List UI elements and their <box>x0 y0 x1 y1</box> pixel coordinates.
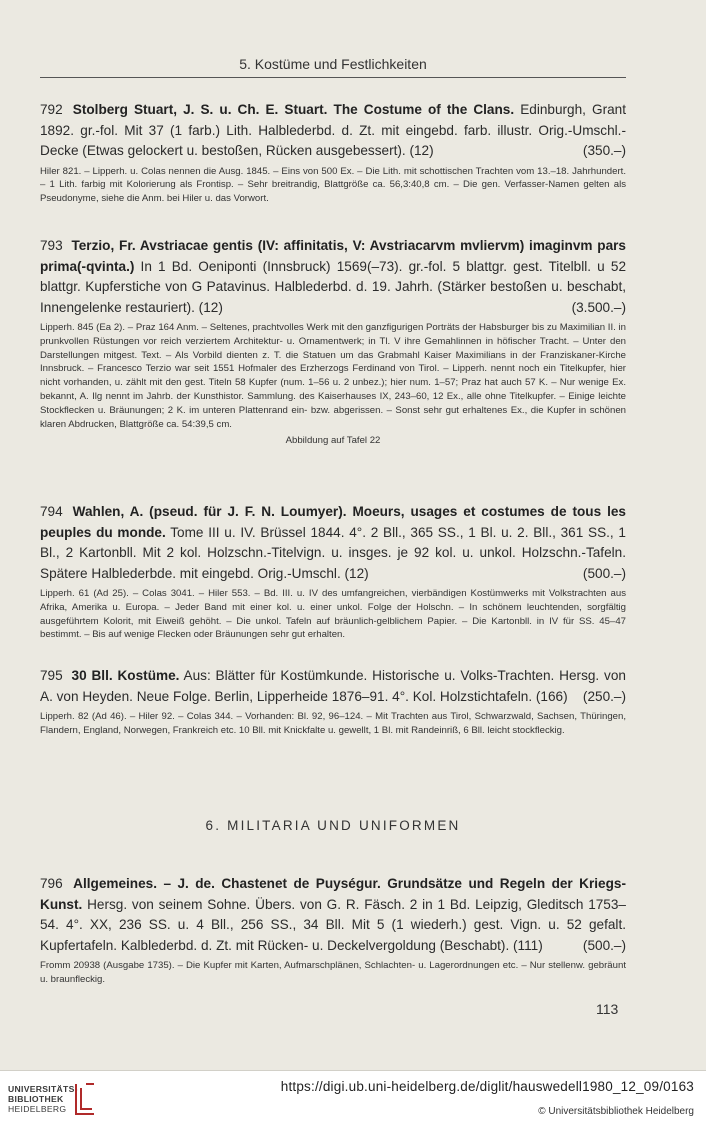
entry-description: In 1 Bd. Oeniponti (Innsbruck) 1569(–73). gr.-fol. 5 blattgr. gest. Titelbll. u 52 blattgr. Kupferstiche von G Patavinus. Halblederbd. d. 19. Jahrh. (Stärker bestoßen u. beschabt, Innengelenke restauriert). (12) <box>40 258 627 315</box>
catalog-entry-794 <box>40 502 626 642</box>
entry-main <box>40 100 626 162</box>
catalog-entry-795 <box>40 666 626 738</box>
entry-note: Lipperh. 845 (Ea 2). – Praz 164 Anm. – Seltenes, prachtvolles Werk mit den ganzfigurigen Porträts der Habsburger bis zu Maximilian II. in prunkvollen Rüstungen vor reich verziertem Architektur- u. Ornamentwerk; in Tl. V ihre Gemahlinnen in höfischer Tracht. – Unter den Darstellungen mitgest. Text. – Als Vorbild dienten z. T. die Statuen um das Grabmahl Kaiser Maximilians in der Franziskaner-Kirche Innsbruck. – Francesco Terzio war seit 1551 Hofmaler des Erzherzogs Ferdinand von Tirol. – Lipperh. nennt noch ein Titelkupfer, hier nicht vorhanden, u. zählt mit den gest. Titeln 58 Kupfer (num. 1–56 u. 2 unbez.); hier num. 1–57; Praz hat auch 57 K. – Nur wenige Ex. bekannt, A. Ilg nennt im Jahrb. der Kunsthistor. Sammlung. des Kaiserhauses IX, 243–60, 12 Ex., alle ohne Titelkupfer. – Einige leichte Stockflecken u. Bräunungen; 2 K. im unteren Plattenrand ein- bzw. abgerissen. – Sonst sehr gut erhaltenes Ex., die Kupfer in schönen klaren Abdrucken, Blattgröße ca. 54:39,5 cm. <box>40 322 626 430</box>
entry-price: (500.–) <box>582 565 626 581</box>
library-logo[interactable] <box>8 1084 78 1114</box>
copyright-notice: © Universitätsbibliothek Heidelberg <box>538 1106 694 1117</box>
library-footer <box>0 1071 706 1128</box>
header-rule <box>40 77 626 78</box>
entry-price: (250.–) <box>582 688 626 704</box>
entry-title: Wahlen, A. (pseud. für J. F. N. Loumyer). Moeurs, usages et costumes de tous les peuples du monde. <box>40 504 626 540</box>
entry-main <box>40 666 626 707</box>
library-logo-mark-icon <box>72 1082 98 1116</box>
entry-description: Aus: Blätter für Kostümkunde. Historische u. Volks-Trachten. Hersg. von A. von Heyden. Neue Folge. Berlin, Lipperheide 1876–91. 4°. Kol. Holzstichtafeln. (166) <box>40 668 626 704</box>
entry-note: Lipperh. 61 (Ad 25). – Colas 3041. – Hiler 553. – Bd. III. u. IV des umfangreichen, vierbändigen Kostümwerks mit Volkstrachten aus Afrika, Amerika u. Europa. – Jeder Band mit einer kol. u. einer unkol. Folge der Holschn. – In schönem leuchtenden, sorgfältig ausgeführtem Kolorit, mit Eiweiß gehöht. – Die unkol. Tafeln auf bräunlich-gelblichem Papier. – Die Kartonbll. in IV für SS. 45–47 bestimmt. – Bis auf wenige Flecken oder Bräunungen sehr gut erhalten. <box>40 588 626 641</box>
entry-main <box>40 874 626 956</box>
entry-description: Hersg. von seinem Sohne. Übers. von G. R. Fäsch. 2 in 1 Bd. Leipzig, Gleditsch 1753–54. 4°. XX, 236 SS. u. 4 Bll., 256 SS., 34 Bll. Mit 5 (1 wiederh.) gest. Vign. u. 52 gefalt. Kupfertafeln. Kalblederbd. d. Zt. mit Rücken- u. Deckelvergoldung (Beschabt). (111) <box>40 896 626 953</box>
entry-note: Fromm 20938 (Ausgabe 1735). – Die Kupfer mit Karten, Aufmarschplänen, Schlachten- u. Lagerordnungen etc. – Nur stellenw. gebräunt u. braunfleckig. <box>40 960 626 985</box>
figure-reference: Abbildung auf Tafel 22 <box>285 435 381 447</box>
entry-price: (500.–) <box>582 937 626 953</box>
section-heading: 6. MILITARIA UND UNIFORMEN <box>205 818 461 833</box>
entry-number: 793 <box>40 238 63 253</box>
logo-line: UNIVERSITÄTS- <box>8 1084 78 1094</box>
entry-number: 794 <box>40 504 63 519</box>
entry-price: (350.–) <box>582 143 626 158</box>
entry-description: Edinburgh, Grant 1892. gr.-fol. Mit 37 (1 farb.) Lith. Halblederbd. d. Zt. mit eingebd. farb. illustr. Orig.-Umschl.-Decke (Etwas gelockert u. bestoßen, Rücken ausgebessert). (12) <box>40 102 627 158</box>
catalog-entry-793 <box>40 236 626 446</box>
running-head: 5. Kostüme und Festlichkeiten <box>239 56 427 72</box>
entry-description: Tome III u. IV. Brüssel 1844. 4°. 2 Bll., 365 SS., 1 Bl. u. 2. Bll., 361 SS., 1 Bl., 2 Kartonbll. Mit 2 kol. Holzschn.-Titelvign. u. insges. je 92 kol. u. unkol. Holzschn.-Tafeln. Spätere Halblederbde. mit eingebd. Orig.-Umschl. (12) <box>40 524 626 581</box>
entry-price: (3.500.–) <box>571 299 626 315</box>
entry-main <box>40 502 626 584</box>
logo-line: BIBLIOTHEK <box>8 1094 64 1104</box>
entry-title: 30 Bll. Kostüme. <box>71 668 180 683</box>
entry-note: Lipperh. 82 (Ad 46). – Hiler 92. – Colas 344. – Vorhanden: Bl. 92, 96–124. – Mit Trachten aus Tirol, Schwarzwald, Sachsen, Thüringen, Flandern, England, Norwegen, Frankreich etc. 10 Bll. mit Knickfalte u. gewellt, 1 Bl. mit Randeinriß, 6 Bll. leicht stockfleckig. <box>40 711 626 736</box>
entry-number: 795 <box>40 668 63 683</box>
permalink-url[interactable]: https://digi.ub.uni-heidelberg.de/diglit/hauswedell1980_12_09/0163 <box>280 1079 694 1094</box>
entry-title: Terzio, Fr. Avstriacae gentis (IV: affinitatis, V: Avstriacarvm mvliervm) imaginvm pars prima(-qvinta.) <box>40 238 626 274</box>
logo-line: HEIDELBERG <box>8 1104 67 1114</box>
entry-main <box>40 236 626 318</box>
entry-number: 792 <box>40 102 63 117</box>
catalog-entry-796 <box>40 874 626 987</box>
entry-number: 796 <box>40 876 63 891</box>
page-number: 113 <box>596 1001 619 1017</box>
entry-title: Stolberg Stuart, J. S. u. Ch. E. Stuart. The Costume of the Clans. <box>72 102 515 117</box>
entry-title: Allgemeines. – J. de. Chastenet de Puységur. Grundsätze und Regeln der Kriegs-Kunst. <box>40 876 627 912</box>
catalog-entry-792 <box>40 100 626 206</box>
entry-note: Hiler 821. – Lipperh. u. Colas nennen die Ausg. 1845. – Eins von 500 Ex. – Die Lith. mit schottischen Trachten vom 13.–18. Jahrhundert. – 1 Lith. farbig mit Kolorierung als Frontisp. – Sehr breitrandig, Blattgröße ca. 56,3:40,8 cm. – Die gen. Verfasser-Namen gelten als Pseudonyme, siehe die Anm. bei Hiler u. das Vorwort. <box>40 165 626 205</box>
